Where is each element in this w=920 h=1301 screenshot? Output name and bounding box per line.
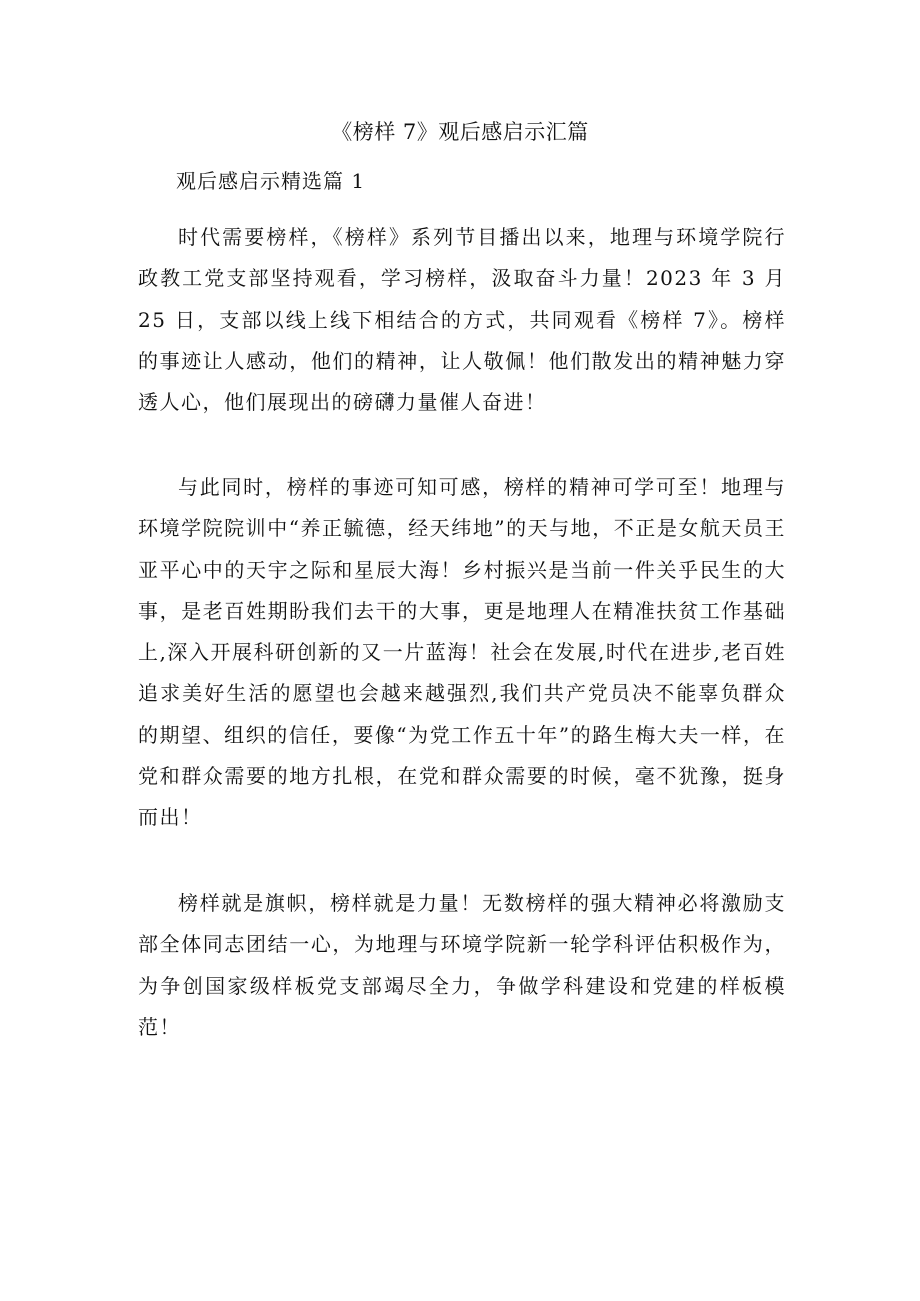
body-paragraph: 与此同时，榜样的事迹可知可感，榜样的精神可学可至！地理与环境学院院训中“养正毓德，经天纬地”的天与地，不正是女航天员王亚平心中的天宇之际和星辰大海！乡村振兴是当前一件关乎民生的大事，是老百姓期盼我们去干的大事，更是地理人在精准扶贫工作基础上,深入开展科研创新的又一片蓝海！社会在发展,时代在进步,老百姓追求美好生活的愿望也会越来越强烈,我们共产党员决不能辜负群众的期望、组织的信任，要像“为党工作五十年”的路生梅大夫一样，在党和群众需要的地方扎根，在党和群众需要的时候，毫不犹豫，挺身而出！ [138, 475, 786, 830]
body-paragraph: 时代需要榜样，《榜样》系列节目播出以来，地理与环境学院行政教工党支部坚持观看，学习榜样，汲取奋斗力量！2023 年 3 月 25 日，支部以线上线下相结合的方式，共同观看《榜样 7》。榜样的事迹让人感动，他们的精神，让人敬佩！他们散发出的精神魅力穿透人心，他们展现出的磅礴力量催人奋进！ [138, 225, 786, 415]
body-paragraph: 榜样就是旗帜，榜样就是力量！无数榜样的强大精神必将激励支部全体同志团结一心，为地理与环境学院新一轮学科评估积极作为，为争创国家级样板党支部竭尽全力，争做学科建设和党建的样板模范！ [138, 891, 786, 1039]
document-title: 《榜样 7》观后感启示汇篇 [331, 120, 589, 144]
section-subtitle: 观后感启示精选篇 1 [176, 169, 366, 193]
